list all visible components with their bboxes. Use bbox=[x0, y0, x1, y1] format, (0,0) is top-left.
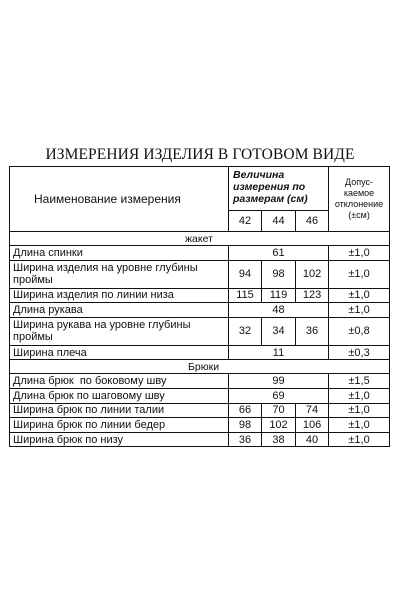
value-cell: 102 bbox=[296, 260, 329, 288]
value-cell: 102 bbox=[262, 418, 296, 433]
tolerance-cell: ±1,0 bbox=[329, 246, 390, 261]
table-row bbox=[10, 374, 390, 389]
size-header-cell: 42 bbox=[229, 211, 262, 232]
section-label: жакет bbox=[10, 232, 390, 246]
value-cell: 94 bbox=[229, 260, 262, 288]
section-row bbox=[10, 360, 390, 374]
table-row bbox=[10, 260, 390, 288]
table-row bbox=[10, 317, 390, 345]
value-cell: 38 bbox=[262, 432, 296, 447]
tolerance-cell: ±1,0 bbox=[329, 432, 390, 447]
measurement-name: Ширина рукава на уровне глубины проймы bbox=[10, 317, 229, 345]
tolerance-cell: ±1,0 bbox=[329, 403, 390, 418]
value-cell: 98 bbox=[262, 260, 296, 288]
table-row bbox=[10, 432, 390, 447]
measurement-name: Ширина изделия на уровне глубины проймы bbox=[10, 260, 229, 288]
header-name-cell: Наименование измерения bbox=[10, 167, 229, 232]
value-cell: 34 bbox=[262, 317, 296, 345]
value-cell: 70 bbox=[262, 403, 296, 418]
measurement-name: Ширина брюк по низу bbox=[10, 432, 229, 447]
value-cell: 119 bbox=[262, 288, 296, 303]
measurement-name: Длина брюк по шаговому шву bbox=[10, 388, 229, 403]
section-label: Брюки bbox=[10, 360, 390, 374]
value-all-sizes: 99 bbox=[229, 374, 329, 389]
value-cell: 36 bbox=[296, 317, 329, 345]
tolerance-cell: ±1,0 bbox=[329, 388, 390, 403]
value-all-sizes: 48 bbox=[229, 303, 329, 318]
value-cell: 66 bbox=[229, 403, 262, 418]
measurement-name: Ширина брюк по линии бедер bbox=[10, 418, 229, 433]
table-row bbox=[10, 403, 390, 418]
header-size-group-cell: Величина измерения по размерам (см) bbox=[229, 167, 329, 211]
value-cell: 123 bbox=[296, 288, 329, 303]
table-row bbox=[10, 303, 390, 318]
measurement-name: Длина брюк по боковому шву bbox=[10, 374, 229, 389]
value-cell: 36 bbox=[229, 432, 262, 447]
section-row bbox=[10, 232, 390, 246]
table-row bbox=[10, 288, 390, 303]
tolerance-cell: ±0,8 bbox=[329, 317, 390, 345]
tolerance-cell: ±1,0 bbox=[329, 260, 390, 288]
page-title: ИЗМЕРЕНИЯ ИЗДЕЛИЯ В ГОТОВОМ ВИДЕ bbox=[45, 146, 355, 163]
tolerance-cell: ±1,5 bbox=[329, 374, 390, 389]
value-cell: 106 bbox=[296, 418, 329, 433]
value-cell: 32 bbox=[229, 317, 262, 345]
header-tolerance-cell: Допус-каемое отклонение (±см) bbox=[329, 167, 390, 232]
value-cell: 40 bbox=[296, 432, 329, 447]
value-all-sizes: 69 bbox=[229, 388, 329, 403]
tolerance-cell: ±1,0 bbox=[329, 418, 390, 433]
header-row bbox=[10, 167, 390, 211]
measurement-name: Ширина изделия по линии низа bbox=[10, 288, 229, 303]
tolerance-cell: ±0,3 bbox=[329, 345, 390, 360]
measurement-name: Длина спинки bbox=[10, 246, 229, 261]
table-row bbox=[10, 345, 390, 360]
value-all-sizes: 61 bbox=[229, 246, 329, 261]
table-row bbox=[10, 418, 390, 433]
value-cell: 98 bbox=[229, 418, 262, 433]
value-cell: 74 bbox=[296, 403, 329, 418]
table-row bbox=[10, 388, 390, 403]
measurements-table bbox=[9, 166, 390, 447]
measurement-name: Ширина плеча bbox=[10, 345, 229, 360]
value-all-sizes: 11 bbox=[229, 345, 329, 360]
size-header-cell: 44 bbox=[262, 211, 296, 232]
tolerance-cell: ±1,0 bbox=[329, 288, 390, 303]
measurement-name: Ширина брюк по линии талии bbox=[10, 403, 229, 418]
size-header-cell: 46 bbox=[296, 211, 329, 232]
tolerance-cell: ±1,0 bbox=[329, 303, 390, 318]
table-row bbox=[10, 246, 390, 261]
value-cell: 115 bbox=[229, 288, 262, 303]
measurement-name: Длина рукава bbox=[10, 303, 229, 318]
